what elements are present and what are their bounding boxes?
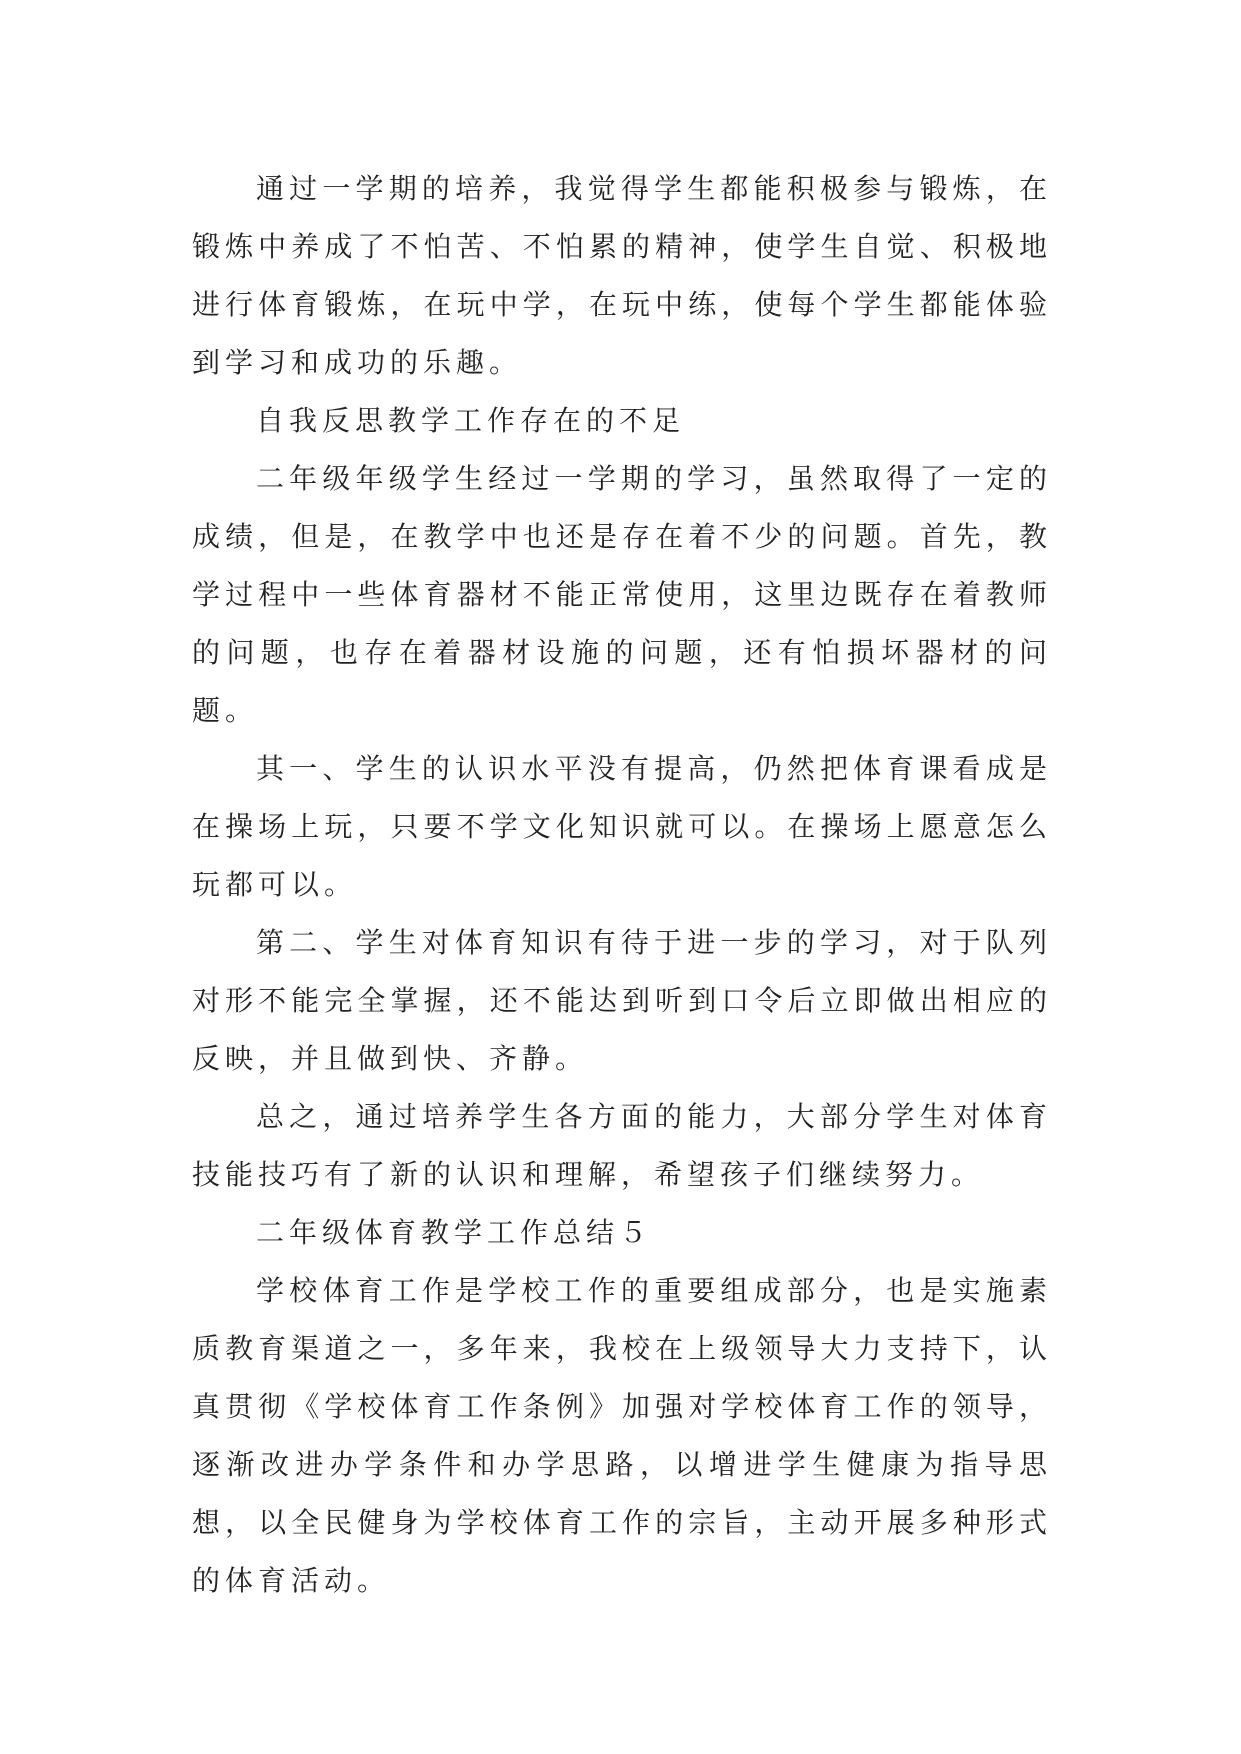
- paragraph-school-sports-work: 学校体育工作是学校工作的重要组成部分，也是实施素质教育渠道之一，多年来，我校在上级领导大力支持下，认真贯彻《学校体育工作条例》加强对学校体育工作的领导，逐渐改进办学条件和办学思路，以增进学生健康为指导思想，以全民健身为学校体育工作的宗旨，主动开展多种形式的体育活动。: [192, 1274, 1052, 1597]
- paragraph-problems-overview: 二年级年级学生经过一学期的学习，虽然取得了一定的成绩，但是，在教学中也还是存在着不少的问题。首先，教学过程中一些体育器材不能正常使用，这里边既存在着教师的问题，也存在着器材设施的问题，还有怕损坏器材的问题。: [192, 462, 1052, 727]
- paragraph-training-results: 通过一学期的培养，我觉得学生都能积极参与锻炼，在锻炼中养成了不怕苦、不怕累的精神，使学生自觉、积极地进行体育锻炼，在玩中学，在玩中练，使每个学生都能体验到学习和成功的乐趣。: [192, 172, 1052, 379]
- section-heading-self-reflection: 自我反思教学工作存在的不足: [256, 404, 686, 437]
- paragraph-problem-two: 第二、学生对体育知识有待于进一步的学习，对于队列对形不能完全掌握，还不能达到听到口令后立即做出相应的反映，并且做到快、齐静。: [192, 926, 1052, 1075]
- section-heading-summary-5: 二年级体育教学工作总结５: [256, 1216, 653, 1249]
- paragraph-problem-one: 其一、学生的认识水平没有提高，仍然把体育课看成是在操场上玩，只要不学文化知识就可以。在操场上愿意怎么玩都可以。: [192, 752, 1052, 901]
- paragraph-conclusion: 总之，通过培养学生各方面的能力，大部分学生对体育技能技巧有了新的认识和理解，希望孩子们继续努力。: [192, 1100, 1052, 1191]
- document-body: [192, 160, 1052, 1610]
